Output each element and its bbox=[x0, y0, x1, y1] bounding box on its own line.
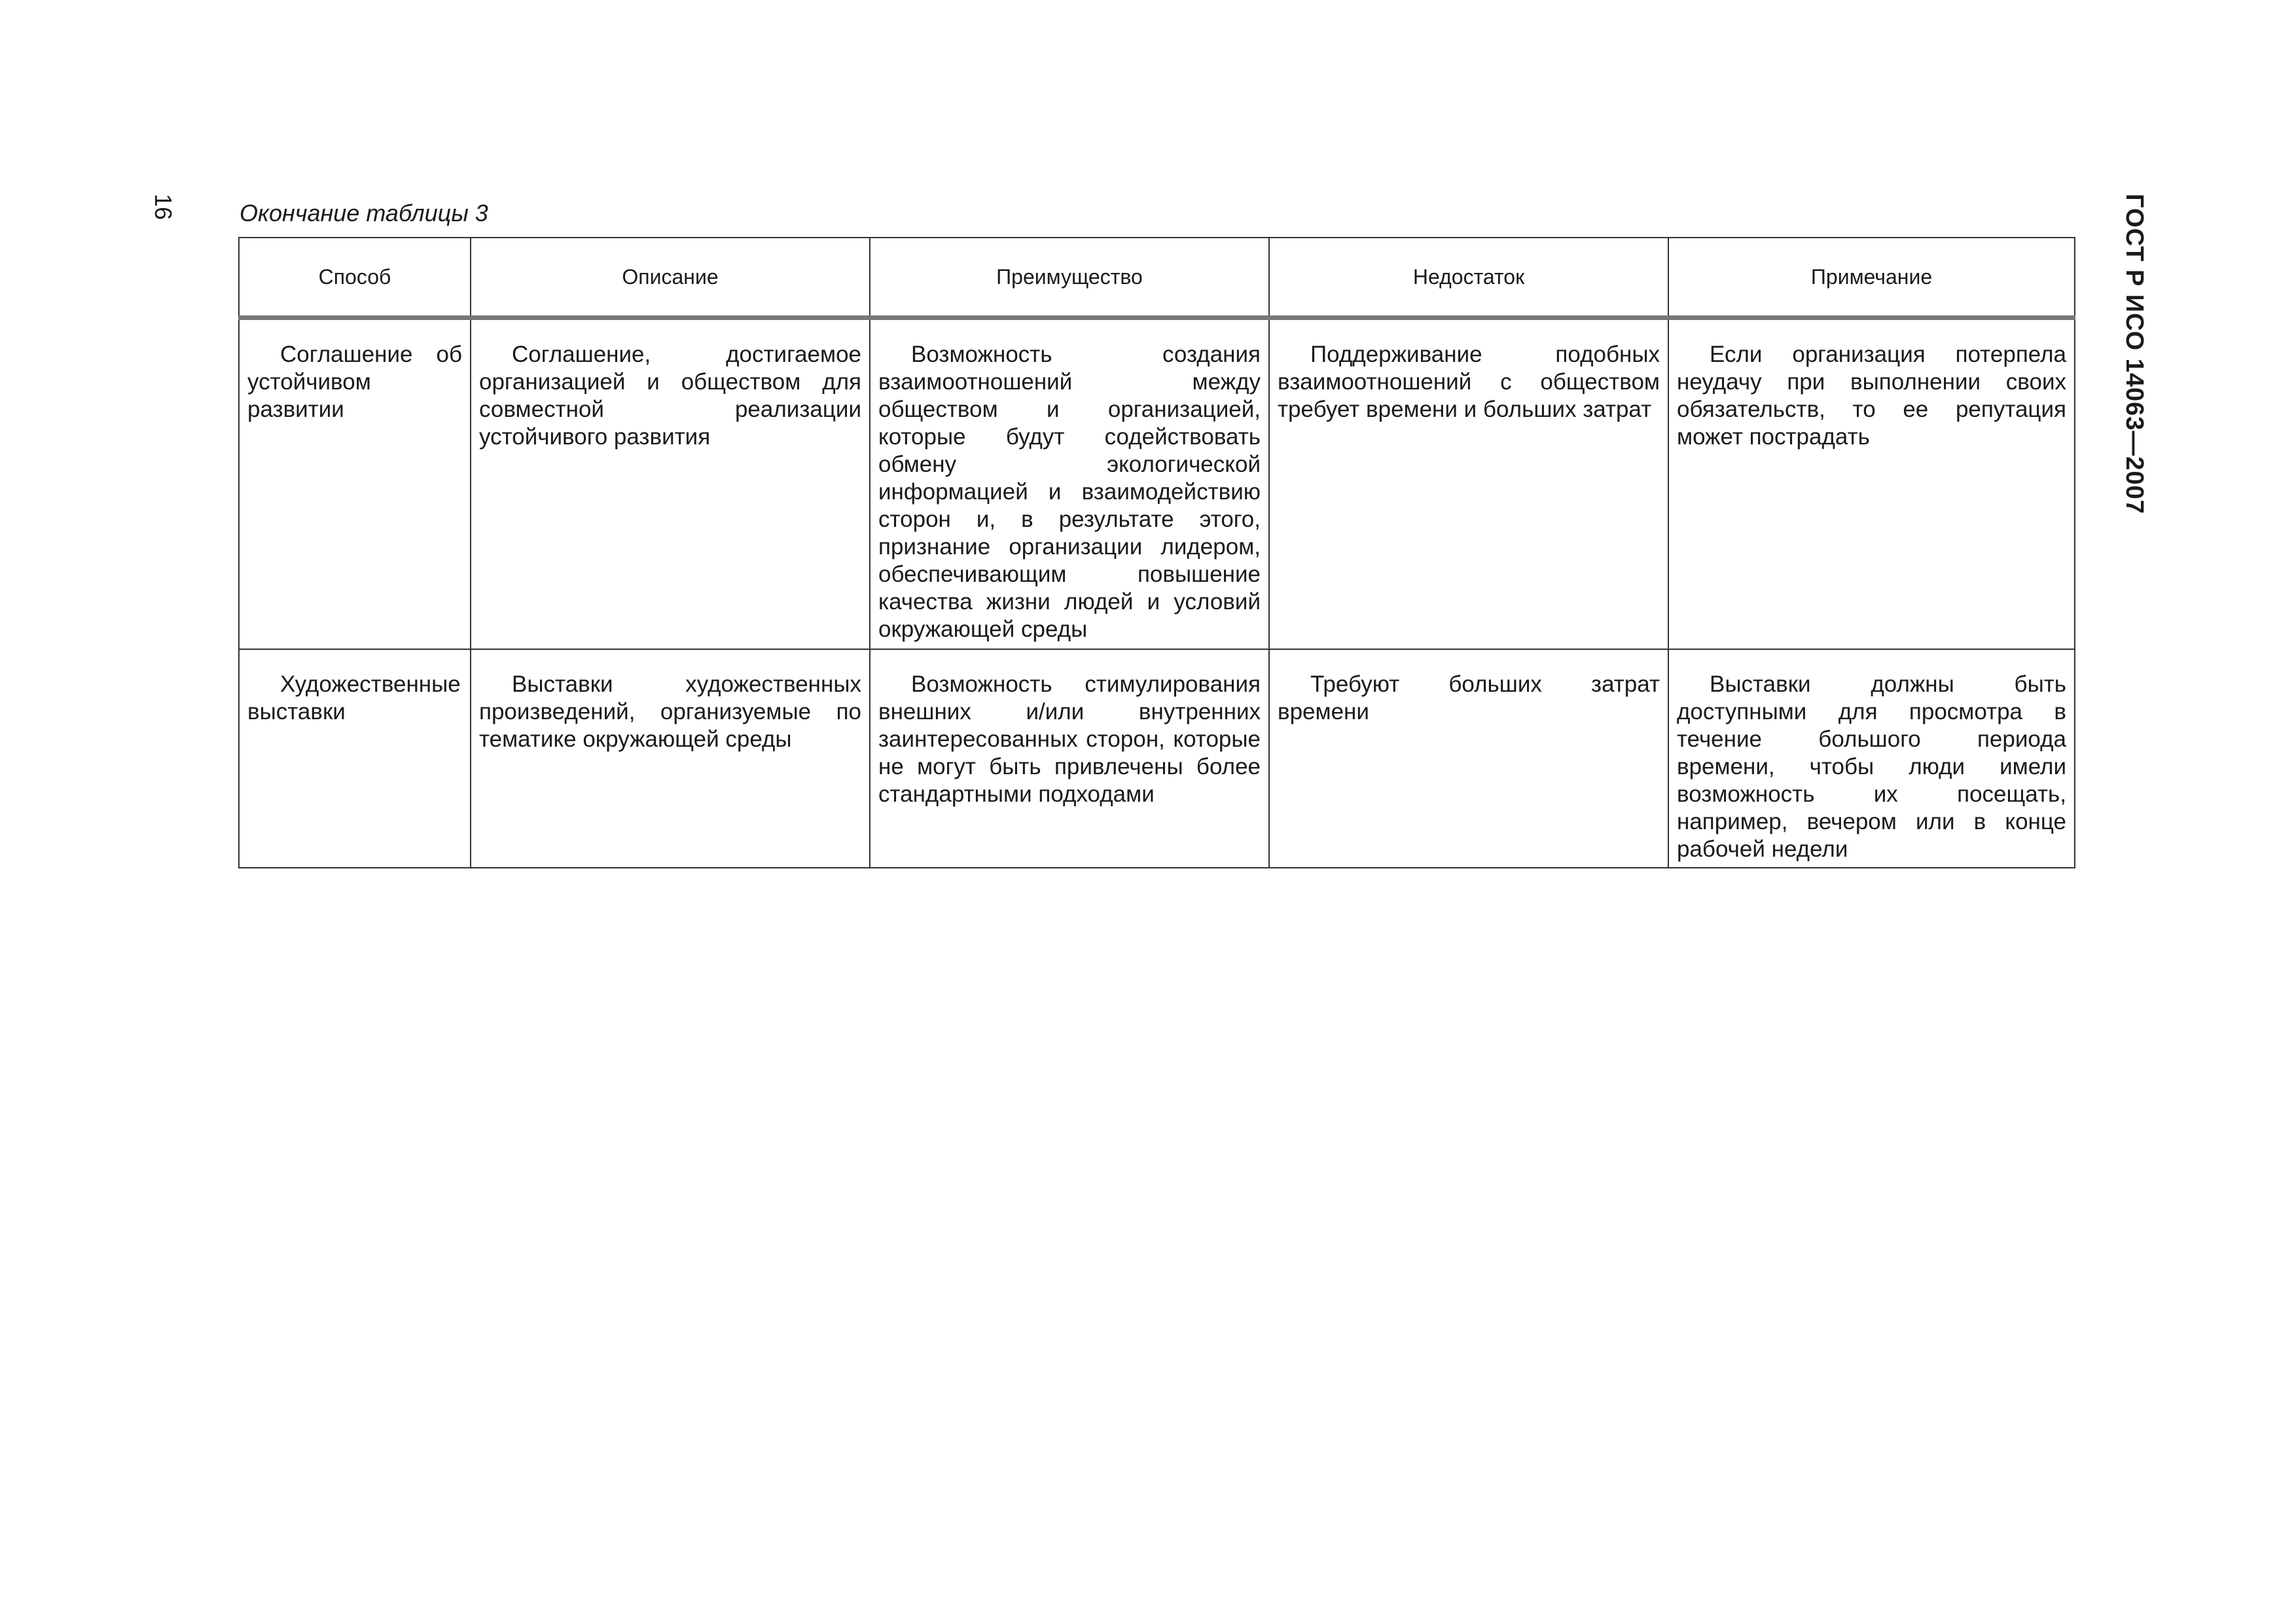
column-header-advantage: Преимущество bbox=[870, 238, 1269, 318]
table-cell-advantage: Возможность стимулирования внешних и/или внутренних заинтересованных сторон, которые не могут быть привлечены более стандартными подходами bbox=[870, 649, 1269, 868]
data-table bbox=[238, 237, 2075, 868]
column-header-description: Описание bbox=[471, 238, 870, 318]
table-cell-advantage: Возможность создания взаимоотношений между обществом и организацией, которые будут содействовать обмену экологической информацией и взаимодействию сторон и, в результате этого, признание организации лидером, обеспечивающим повышение качества жизни людей и условий окружающей среды bbox=[870, 318, 1269, 650]
table-row bbox=[239, 318, 2075, 650]
column-header-note: Примечание bbox=[1668, 238, 2075, 318]
table-cell-disadvantage: Поддерживание подобных взаимоотношений с обществом требует времени и больших затрат bbox=[1269, 318, 1668, 650]
table-cell-method: Художественные выставки bbox=[239, 649, 471, 868]
table-header-row bbox=[239, 238, 2075, 318]
table-row bbox=[239, 649, 2075, 868]
table-cell-note: Если организация потерпела неудачу при выполнении своих обязательств, то ее репутация может пострадать bbox=[1668, 318, 2075, 650]
column-header-method: Способ bbox=[239, 238, 471, 318]
table-cell-note: Выставки должны быть доступными для просмотра в течение большого периода времени, чтобы люди имели возможность их посещать, например, вечером или в конце рабочей недели bbox=[1668, 649, 2075, 868]
standard-designation: ГОСТ Р ИСО 14063—2007 bbox=[2121, 194, 2148, 514]
table-cell-disadvantage: Требуют больших затрат времени bbox=[1269, 649, 1668, 868]
table-cell-description: Соглашение, достигаемое организацией и обществом для совместной реализации устойчивого развития bbox=[471, 318, 870, 650]
table-cell-description: Выставки художественных произведений, организуемые по тематике окружающей среды bbox=[471, 649, 870, 868]
page-number: 16 bbox=[150, 194, 177, 221]
table-caption: Окончание таблицы 3 bbox=[240, 200, 488, 226]
table-cell-method: Соглашение об устойчивом развитии bbox=[239, 318, 471, 650]
column-header-disadvantage: Недостаток bbox=[1269, 238, 1668, 318]
